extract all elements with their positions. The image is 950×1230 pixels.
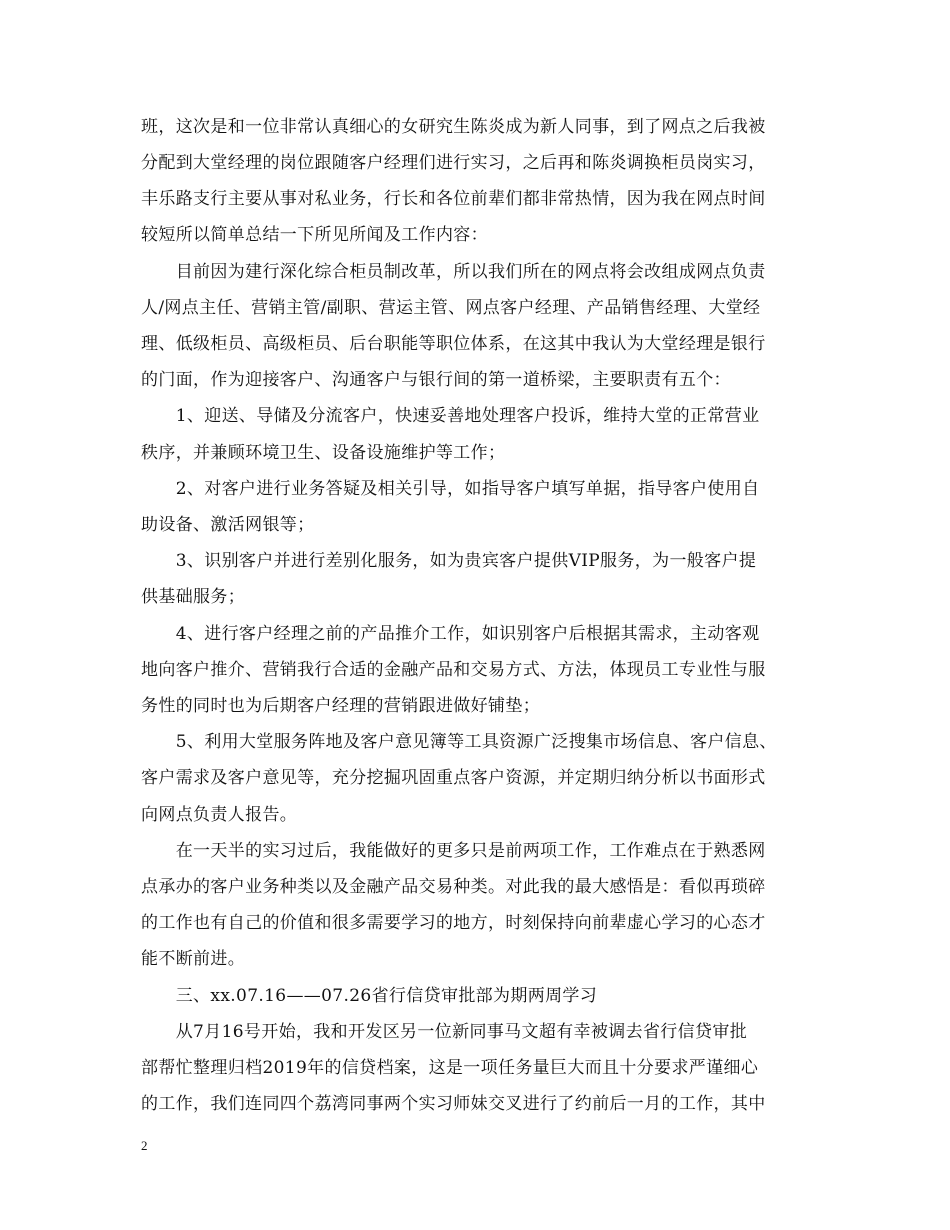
text-line: 供基础服务； [141, 587, 246, 607]
text-line: 目前因为建行深化综合柜员制改革，所以我们所在的网点将会改组成网点负责 [141, 262, 766, 282]
text-line: 秩序，并兼顾环境卫生、设备设施维护等工作； [141, 443, 506, 463]
text-line: 2、对客户进行业务答疑及相关引导，如指导客户填写单据，指导客户使用自 [141, 479, 760, 499]
text-line: 较短所以简单总结一下所见所闻及工作内容： [141, 225, 488, 245]
text-line: 分配到大堂经理的岗位跟随客户经理们进行实习，之后再和陈炎调换柜员岗实习， [141, 153, 766, 173]
text-line: 客户需求及客户意见等，充分挖掘巩固重点客户资源，并定期归纳分析以书面形式 [141, 768, 766, 788]
text-line: 3、识别客户并进行差别化服务，如为贵宾客户提供VIP服务，为一般客户提 [141, 551, 757, 571]
text-line: 能不断前进。 [141, 949, 246, 969]
page-number: 2 [141, 1138, 148, 1153]
text-line: 地向客户推介、营销我行合适的金融产品和交易方式、方法，体现员工专业性与服 [141, 660, 766, 680]
text-line: 的工作也有自己的价值和很多需要学习的地方，时刻保持向前辈虚心学习的心态才 [141, 913, 766, 933]
text-line: 向网点负责人报告。 [141, 805, 298, 825]
text-line: 在一天半的实习过后，我能做好的更多只是前两项工作，工作难点在于熟悉网 [141, 841, 766, 861]
text-line: 丰乐路支行主要从事对私业务，行长和各位前辈们都非常热情，因为我在网点时间 [141, 189, 766, 209]
text-line: 班，这次是和一位非常认真细心的女研究生陈炎成为新人同事，到了网点之后我被 [141, 117, 766, 137]
text-line: 助设备、激活网银等； [141, 515, 315, 535]
text-line: 的门面，作为迎接客户、沟通客户与银行间的第一道桥梁，主要职责有五个： [141, 370, 731, 390]
text-line: 的工作，我们连同四个荔湾同事两个实习师妹交叉进行了约前后一月的工作，其中 [141, 1094, 766, 1114]
text-line: 三、xx.07.16——07.26省行信贷审批部为期两周学习 [141, 986, 598, 1006]
text-line: 1、迎送、导储及分流客户，快速妥善地处理客户投诉，维持大堂的正常营业 [141, 406, 760, 426]
text-line: 从7月16号开始，我和开发区另一位新同事马文超有幸被调去省行信贷审批 [141, 1022, 748, 1042]
text-line: 人/网点主任、营销主管/副职、营运主管、网点客户经理、产品销售经理、大堂经 [141, 298, 761, 318]
text-line: 部帮忙整理归档2019年的信贷档案，这是一项任务量巨大而且十分要求严谨细心 [141, 1058, 759, 1078]
text-line: 4、进行客户经理之前的产品推介工作，如识别客户后根据其需求，主动客观 [141, 624, 760, 644]
text-line: 5、利用大堂服务阵地及客户意见簿等工具资源广泛搜集市场信息、客户信息、 [141, 732, 777, 752]
text-line: 务性的同时也为后期客户经理的营销跟进做好铺垫； [141, 696, 541, 716]
text-line: 点承办的客户业务种类以及金融产品交易种类。对此我的最大感悟是：看似再琐碎 [141, 877, 766, 897]
text-line: 理、低级柜员、高级柜员、后台职能等职位体系，在这其中我认为大堂经理是银行 [141, 334, 766, 354]
